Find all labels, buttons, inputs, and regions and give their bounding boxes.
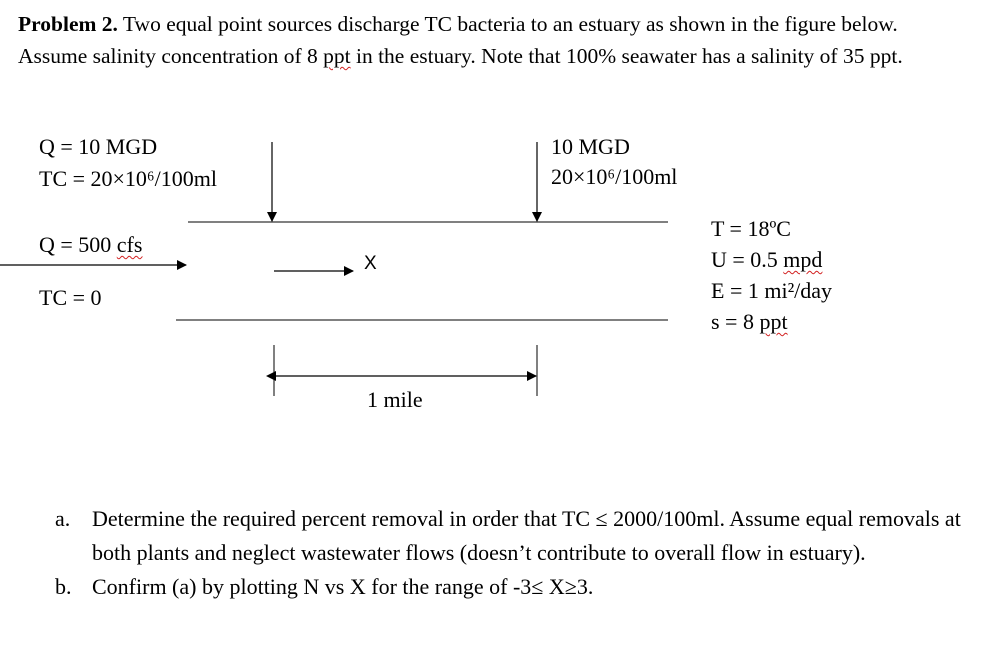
dispersion-label: E = 1 mi²/day xyxy=(711,278,833,303)
problem-text-part-1: Two equal point sources discharge TC bacteria to an estuary as shown in the figure below. Assume salinity concentration of 8 xyxy=(18,12,898,68)
mpd-word: mpd xyxy=(783,247,823,272)
river-tc-label: TC = 0 xyxy=(39,285,102,310)
ppt-word: ppt xyxy=(323,44,351,68)
problem-heading: Problem 2. xyxy=(18,12,118,36)
inflow-tc-label: TC = 20×10⁶/100ml xyxy=(39,166,217,191)
inflow-q-label: Q = 10 MGD xyxy=(39,134,158,159)
question-b-letter: b. xyxy=(55,574,72,599)
salinity-prefix: s = 8 xyxy=(711,309,760,334)
question-list xyxy=(55,502,965,604)
salinity-ppt-word: ppt xyxy=(759,309,788,334)
question-a xyxy=(55,502,965,570)
temperature-label: T = 18ºC xyxy=(711,216,791,241)
velocity-prefix: U = 0.5 xyxy=(711,247,784,272)
question-a-text: Determine the required percent removal in order that TC ≤ 2000/100ml. Assume equal removals at both plants and neglect wastewater flows (doesn’t contribute to overall flow in estuary). xyxy=(92,506,961,565)
x-axis-label: X xyxy=(364,253,377,274)
question-b-text: Confirm (a) by plotting N vs X for the range of -3≤ X≥3. xyxy=(92,574,594,599)
river-q-prefix: Q = 500 xyxy=(39,232,117,257)
source-2-tc-label: 20×10⁶/100ml xyxy=(551,164,678,189)
source-2-q-label: 10 MGD xyxy=(551,134,630,159)
question-a-letter: a. xyxy=(55,506,71,531)
question-b xyxy=(55,570,965,604)
distance-label: 1 mile xyxy=(367,387,423,412)
cfs-word: cfs xyxy=(116,232,143,257)
velocity-label xyxy=(711,247,822,273)
salinity-label xyxy=(711,309,788,335)
problem-text-part-2: in the estuary. Note that 100% seawater has a salinity of 35 ppt. xyxy=(350,44,903,68)
river-q-label xyxy=(39,232,142,258)
